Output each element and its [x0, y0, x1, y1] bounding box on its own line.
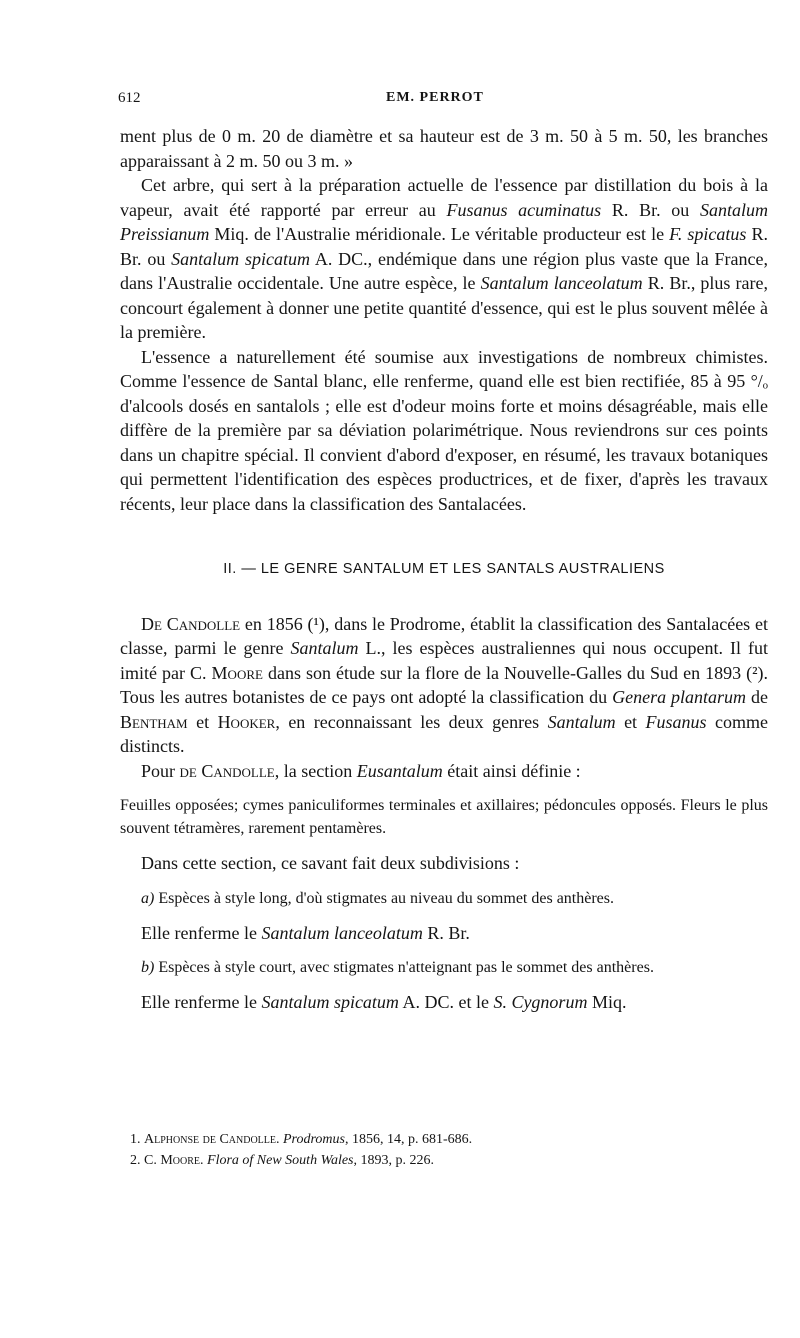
taxon-name: Santalum lanceolatum	[480, 273, 643, 293]
paragraph-tree: Cet arbre, qui sert à la préparation actuelle de l'essence par distillation du bois à la vapeur, avait été rapporté par erreur au Fusanus acuminatus R. Br. ou Santalum Preissianum Miq. de l'Australie méridionale. Le véritable producteur est le F. spicatus R. Br. ou Santalum spicatum A. DC., endémique dans une région plus vaste que la France, dans l'Australie occidentale. Une autre espèce, le Santalum lanceolatum R. Br., plus rare, concourt également à donner une petite quantité d'essence, qui est le plus souvent mêlée à la première.	[120, 175, 768, 342]
description-quote: Feuilles opposées; cymes paniculiformes terminales et axillaires; pédoncules opposés. Fleurs le plus souvent tétramères, rarement pentamères.	[120, 797, 768, 837]
paragraph-section-definition: Pour de Candolle, la section Eusantalum était ainsi définie :	[141, 760, 581, 781]
taxon-name: Fusanus acuminatus	[446, 199, 602, 220]
paragraph-subdivisions: Dans cette section, ce savant fait deux subdivisions :	[141, 853, 520, 873]
taxon-name: F. spicatus	[669, 224, 747, 244]
footnote-1: 1. Alphonse de Candolle. Prodromus, 1856, 14, p. 681-686.	[130, 1132, 473, 1147]
subdivision-b: b) Espèces à style court, avec stigmates n'atteignant pas le sommet des anthères.	[141, 959, 654, 976]
page-header	[118, 88, 764, 112]
running-head: EM. PERROT	[386, 90, 484, 105]
subdivision-a: a) Espèces à style long, d'où stigmates au niveau du sommet des anthères.	[141, 889, 614, 907]
section-title: II. — LE GENRE SANTALUM ET LES SANTALS AUSTRALIENS	[223, 561, 665, 577]
paragraph-essence: L'essence a naturellement été soumise aux investigations de nombreux chimistes. Comme l'essence de Santal blanc, elle renferme, quand elle est bien rectifiée, 85 à 95 °/ₒ d'alcools dosés en santalols ; elle est d'odeur moins forte et moins désagréable, mais elle diffère de la première par sa déviation polarimétrique. Nous reviendrons sur ces points dans un chapitre spécial. Il convient d'abord d'exposer, en résumé, les travaux botaniques qui permettent l'identification des espèces productrices, et de fixer, d'après les travaux récents, leur place dans la classification des Santalacées.	[120, 346, 768, 514]
taxon-name: Santalum Preissianum	[120, 199, 768, 244]
paragraph-continuation: ment plus de 0 m. 20 de diamètre et sa hauteur est de 3 m. 50 à 5 m. 50, les branches apparaissant à 2 m. 50 ou 3 m. »	[120, 126, 768, 171]
taxon-name: Santalum spicatum	[171, 248, 310, 269]
paragraph-decandolle: De Candolle en 1856 (¹), dans le Prodrome, établit la classification des Santalacées et classe, parmi le genre Santalum L., les espèces australiennes qui nous occupent. Il fut imité par C. Moore dans son étude sur la flore de la Nouvelle-Galles du Sud en 1893 (²). Tous les autres botanistes de ce pays ont adopté la classification du Genera plantarum de Bentham et Hooker, en reconnaissant les deux genres Santalum et Fusanus comme distincts.	[120, 613, 768, 756]
page-number: 612	[118, 90, 141, 106]
page-body	[120, 124, 768, 1015]
footnote-2: 2. C. Moore. Flora of New South Wales, 1893, p. 226.	[130, 1153, 435, 1168]
paragraph-contains-b: Elle renferme le Santalum spicatum A. DC. et le S. Cygnorum Miq.	[141, 992, 627, 1012]
footnotes	[130, 1129, 770, 1171]
paragraph-contains-a: Elle renferme le Santalum lanceolatum R. Br.	[141, 922, 470, 943]
